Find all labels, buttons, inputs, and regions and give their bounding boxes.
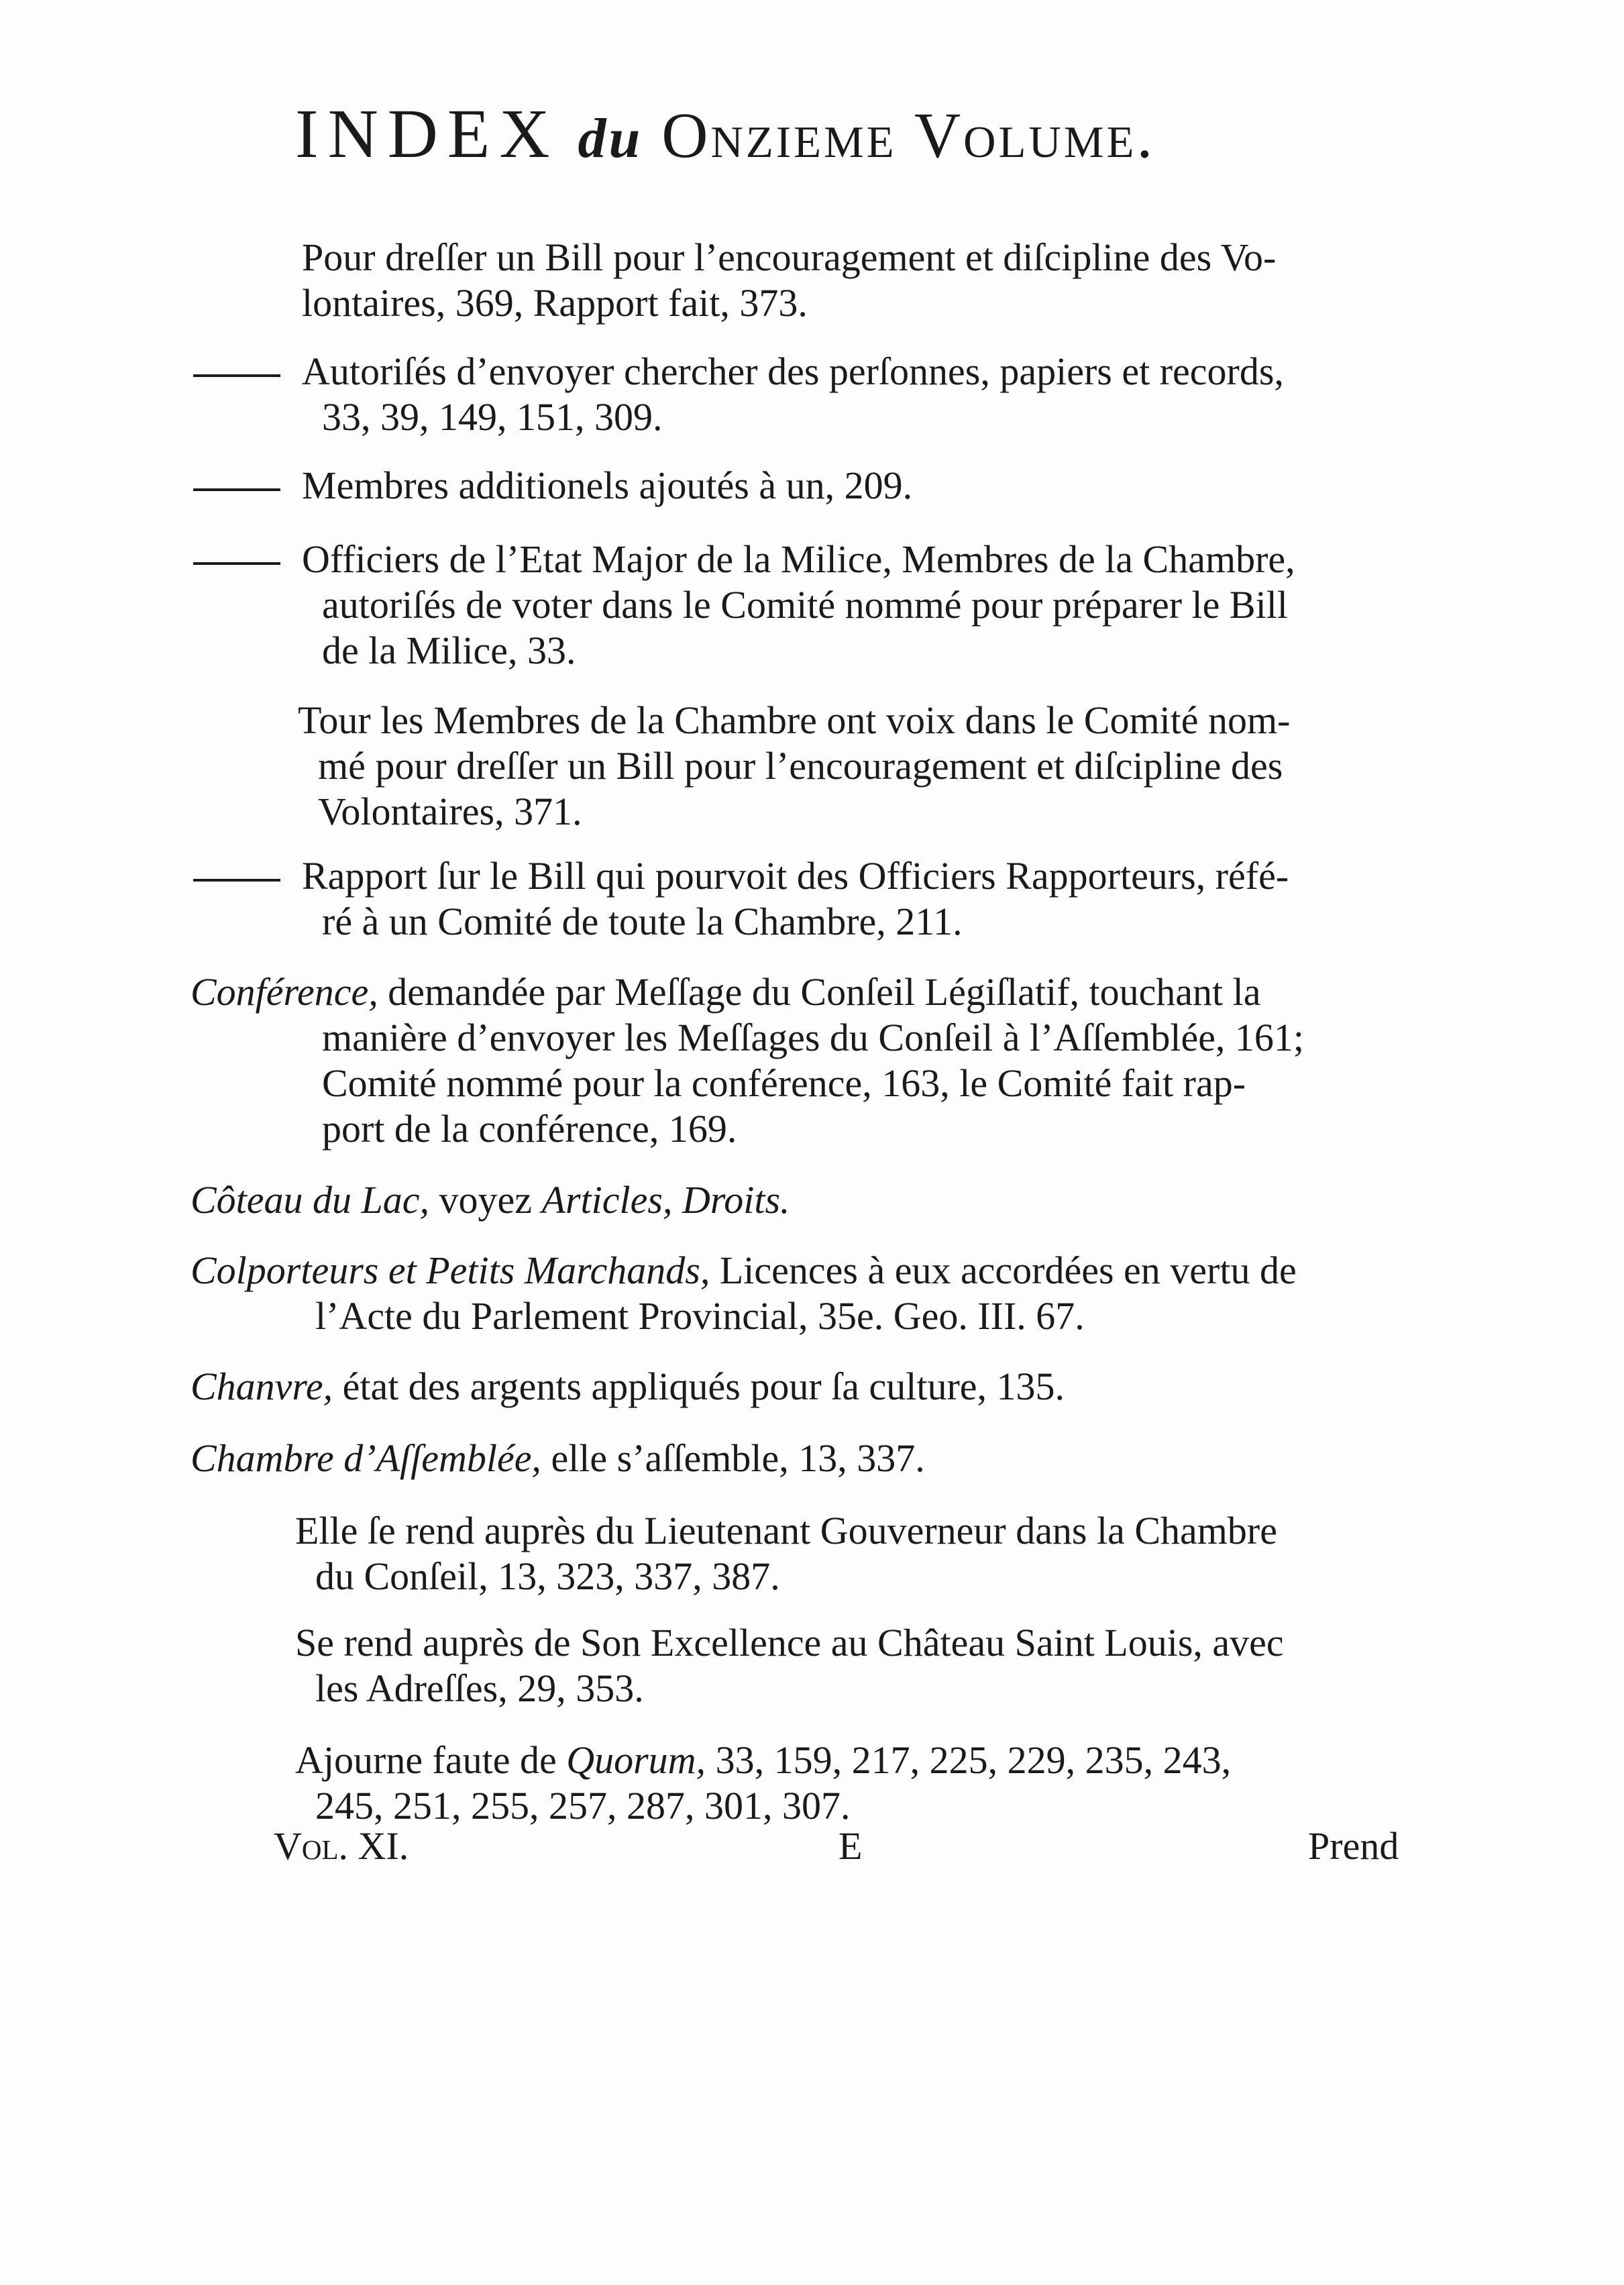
entry-line: Ajourne faute de — [295, 1738, 567, 1782]
entry-line: manière d’envoyer les Meſſages du Conſeil à l’Aſſemblée, 161; — [322, 1016, 1305, 1059]
index-entry-chateau-saint-louis — [295, 1620, 1466, 1711]
entry-line: Licences à eux accordées en vertu de — [710, 1248, 1297, 1292]
entry-line: 33, 159, 217, 225, 229, 235, 243, — [706, 1738, 1232, 1782]
index-entry-lieutenant-gouverneur — [295, 1508, 1466, 1599]
index-entry-autorises — [302, 349, 1462, 440]
entry-line: ré à un Comité de toute la Chambre, 211. — [322, 900, 963, 943]
entry-line: mé pour dreſſer un Bill pour l’encouragement et diſcipline des — [318, 744, 1283, 788]
title-index: INDEX — [295, 95, 559, 172]
entry-line: de la Milice, 33. — [322, 629, 576, 672]
entry-term: Colporteurs et Petits Marchands, — [191, 1248, 710, 1292]
entry-line: Volontaires, 371. — [318, 790, 582, 833]
ditto-dash — [193, 879, 280, 882]
entry-line: voyez — [429, 1178, 542, 1222]
entry-line: Tour les Membres de la Chambre ont voix dans le Comité nom- — [298, 698, 1291, 742]
entry-line: Officiers de l’Etat Major de la Milice, Membres de la Chambre, — [302, 537, 1295, 581]
entry-line: Elle ſe rend auprès du Lieutenant Gouverneur dans la Chambre — [295, 1509, 1277, 1552]
footer-signature: E — [838, 1824, 863, 1868]
index-entry-ajourne-quorum — [295, 1738, 1466, 1829]
entry-line: Comité nommé pour la conférence, 163, le Comité fait rap- — [322, 1061, 1246, 1105]
entry-line: les Adreſſes, 29, 353. — [315, 1666, 644, 1710]
entry-term: Conférence, — [191, 970, 378, 1014]
footer-volume: Vol. XI. — [274, 1824, 409, 1868]
index-entry-volontaires-bill — [302, 235, 1462, 326]
entry-line: elle s’aſſemble, 13, 337. — [541, 1436, 925, 1480]
index-entry-colporteurs — [191, 1248, 1465, 1339]
index-entry-membres-additionels — [302, 463, 1462, 509]
entry-line: Articles, Droits. — [541, 1178, 790, 1222]
entry-line: 33, 39, 149, 151, 309. — [322, 395, 663, 439]
ditto-dash — [193, 562, 280, 565]
ditto-dash — [193, 488, 280, 491]
index-entry-officiers-etat-major — [302, 537, 1462, 674]
entry-line: du Conſeil, 13, 323, 337, 387. — [315, 1554, 780, 1598]
entry-line: état des argents appliqués pour ſa culture, 135. — [333, 1365, 1065, 1408]
entry-line: Pour dreſſer un Bill pour l’encouragement et diſcipline des Vo- — [302, 235, 1277, 279]
entry-line: autoriſés de voter dans le Comité nommé pour préparer le Bill — [322, 583, 1288, 627]
entry-line: 245, 251, 255, 257, 287, 301, 307. — [315, 1784, 851, 1827]
entry-term: Quorum, — [566, 1738, 706, 1782]
entry-line: Rapport ſur le Bill qui pourvoit des Officiers Rapporteurs, réfé- — [302, 854, 1289, 898]
index-entry-rapport-officiers-rapporteurs — [302, 853, 1462, 945]
ditto-dash — [193, 374, 280, 377]
entry-term: Chambre d’Aſſemblée, — [191, 1436, 541, 1480]
title-volume: Onzieme Volume. — [661, 99, 1156, 171]
index-entry-coteau-du-lac — [191, 1177, 1465, 1223]
title-du: du — [578, 107, 643, 170]
index-entry-chambre-assemblee — [191, 1436, 1465, 1481]
index-entry-chanvre — [191, 1364, 1465, 1410]
index-entry-conference — [191, 969, 1465, 1152]
index-entry-tour-les-membres — [298, 698, 1465, 835]
entry-term: Côteau du Lac, — [191, 1178, 430, 1222]
entry-line: lontaires, 369, Rapport fait, 373. — [302, 281, 808, 325]
entry-line: Membres additionels ajoutés à un, 209. — [302, 464, 913, 507]
footer-catchword: Prend — [1308, 1824, 1399, 1868]
entry-line: l’Acte du Parlement Provincial, 35e. Geo. III. 67. — [315, 1294, 1085, 1338]
entry-line: Se rend auprès de Son Excellence au Château Saint Louis, avec — [295, 1621, 1284, 1664]
entry-line: port de la conférence, 169. — [322, 1107, 737, 1151]
entry-term: Chanvre, — [191, 1365, 333, 1408]
entry-line: Autoriſés d’envoyer chercher des perſonnes, papiers et records, — [302, 350, 1284, 393]
entry-line: demandée par Meſſage du Conſeil Légiſlatif, touchant la — [378, 970, 1261, 1014]
page-title — [295, 95, 1395, 172]
